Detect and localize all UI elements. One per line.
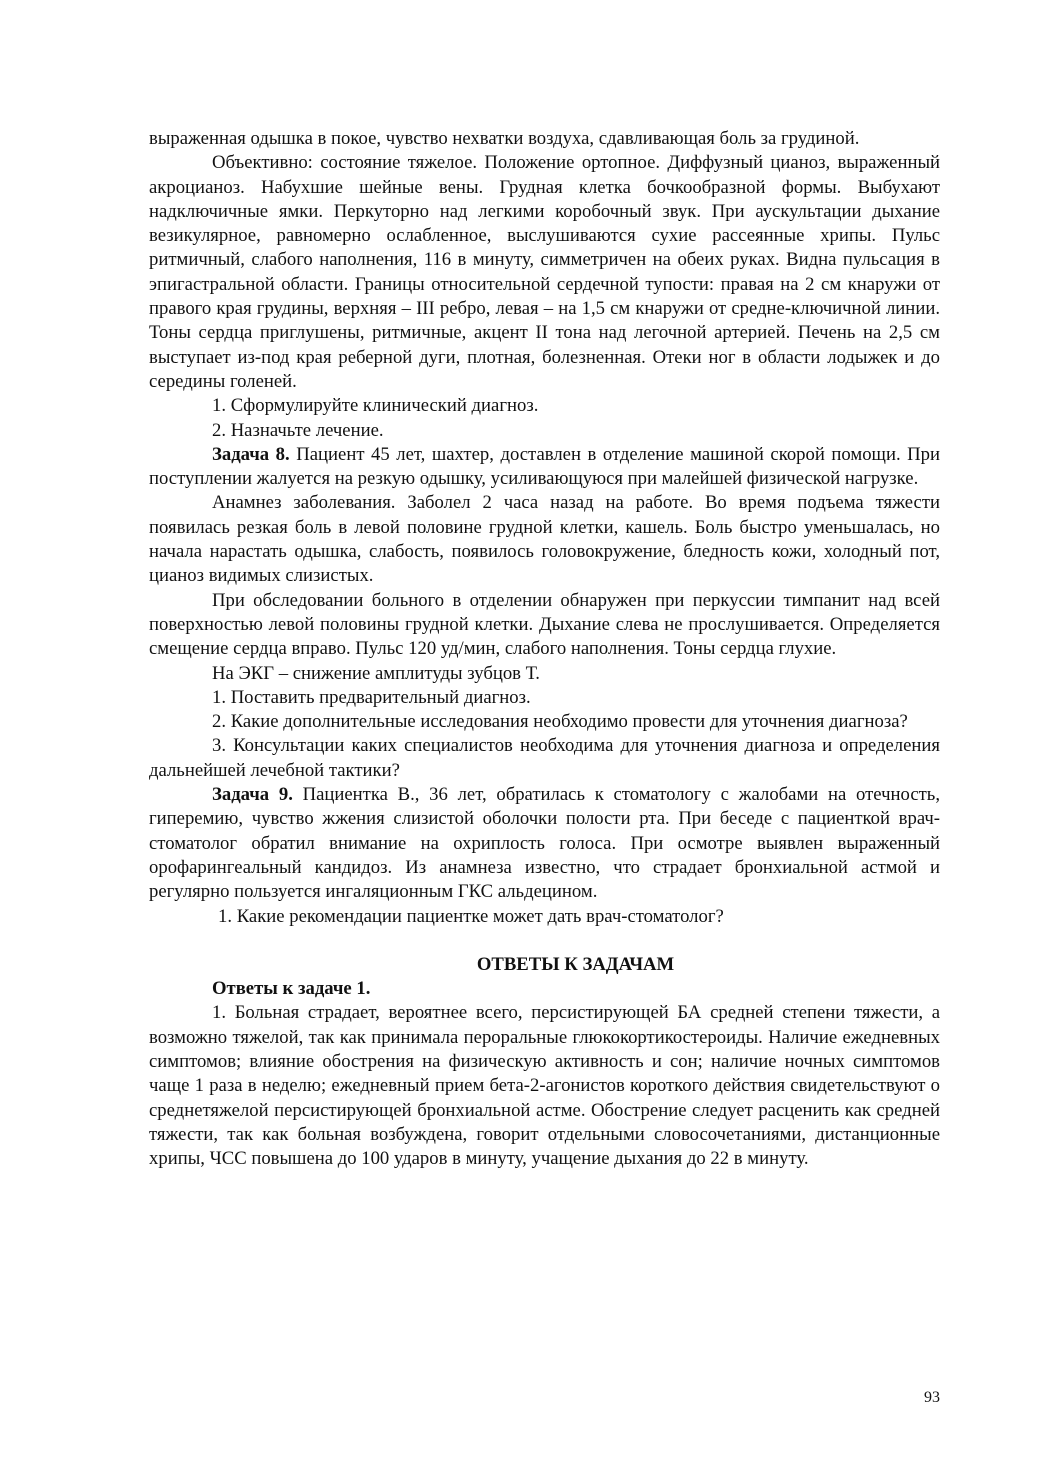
task-8-label: Задача 8.	[212, 443, 290, 465]
task-8-ecg: На ЭКГ – снижение амплитуды зубцов Т.	[212, 662, 540, 684]
task-8-intro	[149, 443, 940, 492]
task-8-question-3: 3. Консультации каких специалистов необходима для уточнения диагноза и определения дальнейшей лечебной тактики?	[149, 735, 940, 781]
task-9-question-1: 1. Какие рекомендации пациентке может дать врач-стоматолог?	[218, 905, 724, 927]
task-8-anamnesis: Анамнез заболевания. Заболел 2 часа назад на работе. Во время подъема тяжести появилась резкая боль в левой половине грудной клетки, кашель. Боль быстро уменьшалась, но начала нарастать одышка, слабость, появилось головокружение, бледность кожи, холодный пот, цианоз видимых слизистых.	[149, 492, 940, 587]
answers-task-1-heading: Ответы к задаче 1.	[212, 978, 371, 1000]
task-8-text: Пациент 45 лет, шахтер, доставлен в отделение машиной скорой помощи. При поступлении жалуется на резкую одышку, усиливающуюся при малейшей физической нагрузке.	[149, 443, 940, 490]
task-9-intro	[149, 783, 940, 904]
answers-task-1-text: 1. Больная страдает, вероятнее всего, персистирующей БА средней степени тяжести, а возможно тяжелой, так как принимала пероральные глюкокортикостероиды. Наличие ежедневных симптомов; влияние обострения на физическую активность и сон; наличие ночных симптомов чаще 1 раза в неделю; ежедневный прием бета-2-агонистов короткого действия свидетельствуют о среднетяжелой персистирующей бронхиальной астме. Обострение следует расценить как средней тяжести, так как больная возбуждена, говорит отдельными словосочетаниями, дистанционные хрипы, ЧСС повышена до 100 ударов в минуту, учащение дыхания до 22 в минуту.	[149, 1002, 940, 1170]
document-page	[149, 127, 940, 1171]
paragraph-complaints-continued: выраженная одышка в покое, чувство нехватки воздуха, сдавливающая боль за грудиной.	[149, 128, 860, 149]
question-diagnosis: 1. Сформулируйте клинический диагноз.	[212, 395, 539, 417]
task-8-examination: При обследовании больного в отделении обнаружен при перкуссии тимпанит над всей поверхностью левой половины грудной клетки. Дыхание слева не прослушивается. Определяется смещение сердца вправо. Пульс 120 уд/мин, слабого наполнения. Тоны сердца глухие.	[149, 589, 940, 660]
task-9-text: Пациентка В., 36 лет, обратилась к стоматологу с жалобами на отечность, гиперемию, чувство жжения слизистой оболочки полости рта. При беседе с пациенткой врач-стоматолог обратил внимание на охриплость голоса. При осмотре выявлен выраженный орофарингеальный кандидоз. Из анамнеза известно, что страдает бронхиальной астмой и регулярно пользуется ингаляционным ГКС альдецином.	[149, 784, 940, 903]
task-9-label: Задача 9.	[212, 784, 293, 806]
answers-heading: ОТВЕТЫ К ЗАДАЧАМ	[476, 953, 675, 975]
question-treatment: 2. Назначьте лечение.	[212, 419, 384, 441]
paragraph-objective-exam: Объективно: состояние тяжелое. Положение ортопное. Диффузный цианоз, выраженный акроцианоз. Набухшие шейные вены. Грудная клетка бочкообразной формы. Выбухают надключичные ямки. Перкуторно над легкими коробочный звук. При аускультации дыхание везикулярное, равномерно ослабленное, выслушиваются сухие рассеянные хрипы. Пульс ритмичный, слабого наполнения, 116 в минуту, симметричен на обеих руках. Видна пульсация в эпигастральной области. Границы относительной сердечной тупости: правая на 2 см кнаружи от правого края грудины, верхняя – III ребро, левая – на 1,5 см кнаружи от средне-ключичной линии. Тоны сердца приглушены, ритмичные, акцент II тона над легочной артерией. Печень на 2,5 см выступает из-под края реберной дуги, плотная, болезненная. Отеки ног в области лодыжек и до середины голеней.	[149, 152, 940, 392]
page-number: 93	[924, 1389, 940, 1406]
task-8-question-1: 1. Поставить предварительный диагноз.	[212, 686, 531, 708]
task-8-question-2: 2. Какие дополнительные исследования необходимо провести для уточнения диагноза?	[212, 711, 908, 733]
